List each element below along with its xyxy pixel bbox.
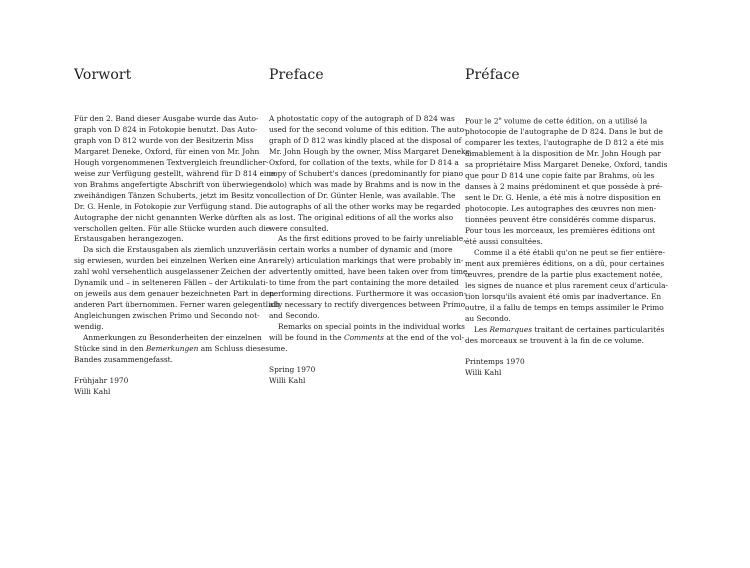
text-line: danses à 2 mains prédominent et que possède à pré- <box>465 182 663 192</box>
column-french <box>465 66 669 379</box>
text-line: Angleichungen zwischen Primo und Secondo not- <box>74 311 260 321</box>
superscript: e <box>498 116 502 122</box>
date-line: Printemps 1970 <box>465 356 525 366</box>
author-line: Willi Kahl <box>269 376 306 386</box>
text-line: Erstausgaben herangezogen. <box>74 234 184 244</box>
text-run: will be found in the <box>269 333 344 343</box>
text-line: copy of Schubert's dances (predominantly for piano <box>269 168 464 178</box>
text-line: anderen Part übernommen. Ferner waren gelegentlich <box>74 300 280 310</box>
text-line: tion lorsqu'ils avaient été omis par inadvertance. En <box>465 291 662 301</box>
text-line: advertently omitted, have been taken over from time <box>269 267 468 277</box>
text-line: performing directions. Furthermore it was occasion- <box>269 289 467 299</box>
text-line: les signes de nuance et plus rarement ceux d'articula- <box>465 280 669 290</box>
text-line: que pour D 814 une copie faite par Brahms, où les <box>465 171 655 181</box>
text-line: von Brahms angefertigte Abschrift von überwiegend <box>74 179 272 189</box>
text-line: A photostatic copy of the autograph of D 824 was <box>269 114 455 123</box>
date-line: Frühjahr 1970 <box>74 376 129 386</box>
text-line: rarely) articulation markings that were probably in- <box>269 256 464 266</box>
text-line: were consulted. <box>269 223 329 233</box>
body-english <box>269 114 473 387</box>
text-line: autographs of all the other works may be regarded <box>269 201 461 211</box>
text-line: graph von D 812 wurde von der Besitzerin Miss <box>74 135 254 145</box>
text-line: verschollen gelten. Für alle Stücke wurden auch die <box>74 223 271 233</box>
text-line: As the first editions proved to be fairly unreliable, <box>278 234 466 244</box>
bemerkungen-reference: Bemerkungen <box>145 344 199 354</box>
text-line: des morceaux se trouvent à la fin de ce volume. <box>465 335 644 345</box>
heading-preface-fr: Préface <box>465 67 520 83</box>
text-run: am Schluss dieses <box>198 344 269 354</box>
text-line: graph of D 812 was kindly placed at the disposal of <box>269 135 462 145</box>
text-line: aimablement à la disposition de Mr. John Hough par <box>465 149 661 159</box>
text-line: zweihändigen Tänzen Schuberts, jetzt im Besitz von <box>74 190 270 200</box>
text-line: solo) which was made by Brahms and is now in the <box>269 179 461 189</box>
text-line <box>465 114 648 127</box>
text-line: Remarks on special points in the individual works <box>278 322 465 332</box>
column-english <box>269 66 473 387</box>
text-line: tionnées peuvent être considérés comme disparus. <box>465 215 656 225</box>
text-line: Da sich die Erstausgaben als ziemlich unzuverläs- <box>83 245 271 255</box>
text-line: Mr. John Hough by the owner, Miss Margaret Deneke, <box>269 146 473 156</box>
text-line: weise zur Verfügung gestellt, während für D 814 eine <box>74 168 276 178</box>
date-line: Spring 1970 <box>269 365 316 375</box>
text-line: Autographe der nicht genannten Werke dürften als <box>74 212 266 222</box>
text-line: Margaret Deneke, Oxford, für einen von Mr. John <box>74 146 260 156</box>
text-line: Oxford, for collation of the texts, while for D 814 a <box>269 157 459 167</box>
text-line: as lost. The original editions of all the works also <box>269 212 454 222</box>
text-line: to time from the part containing the more detailed <box>269 278 459 288</box>
text-line: Bandes zusammengefasst. <box>74 354 173 364</box>
author-line: Willi Kahl <box>465 367 502 377</box>
text-line: sent le Dr. G. Henle, a été mis à notre disposition en <box>465 193 661 203</box>
heading-preface: Preface <box>269 67 324 83</box>
text-line: used for the second volume of this edition. The auto- <box>269 124 467 134</box>
text-line: Dynamik und – in selteneren Fällen – der Artikulati- <box>74 278 268 288</box>
text-line: au Secondo. <box>465 313 511 323</box>
text-line: comparer les textes, l'autographe de D 812 a été mis <box>465 138 664 148</box>
text-line: ment aux premières éditions, on a dû, pour certaines <box>465 258 665 268</box>
body-french <box>465 114 669 379</box>
text-line: collection of Dr. Günter Henle, was available. The <box>269 190 456 200</box>
text-line: outre, il a fallu de temps en temps assimiler le Primo <box>465 302 664 312</box>
text-line: photocopie. Les autographes des œuvres non men- <box>465 204 657 214</box>
text-line: and Secondo. <box>269 311 320 321</box>
text-line: Dr. G. Henle, in Fotokopie zur Verfügung stand. Die <box>74 201 268 211</box>
text-run: at the end of the vol- <box>383 333 465 343</box>
text-line: ume. <box>269 344 288 354</box>
text-line: ally necessary to rectify divergences between Primo <box>269 300 466 310</box>
text-line <box>269 333 465 344</box>
text-line: Hough vorgenommenen Textvergleich freundlicher- <box>74 157 269 167</box>
text-line: Anmerkungen zu Besonderheiten der einzelnen <box>83 333 262 343</box>
text-line: wendig. <box>74 322 104 332</box>
text-line: on jeweils aus dem genauer bezeichneten Part in den <box>74 289 275 299</box>
text-line: été aussi consultées. <box>465 236 543 246</box>
comments-reference: Comments <box>343 333 384 343</box>
text-run: Pour le 2 <box>465 116 499 126</box>
text-line: œuvres, prendre de la partie plus exactement notée, <box>465 269 663 279</box>
text-run: traitant de certaines particularités <box>531 324 665 334</box>
text-line: in certain works a number of dynamic and (more <box>269 245 453 255</box>
text-line: graph von D 824 in Fotokopie benutzt. Das Auto- <box>74 124 258 134</box>
text-line: sa propriétaire Miss Margaret Deneke, Oxford, tandis <box>465 160 668 170</box>
heading-vorwort: Vorwort <box>74 67 132 83</box>
text-line <box>465 324 665 336</box>
text-line: sig erwiesen, wurden bei einzelnen Werken eine An- <box>74 256 271 266</box>
text-run: Stücke sind in den <box>74 344 146 354</box>
text-run: volume de cette édition, on a utilisé la <box>501 116 648 126</box>
author-line: Willi Kahl <box>74 387 111 397</box>
text-line: Comme il a été établi qu'on ne peut se fier entière- <box>474 247 665 257</box>
text-line: zahl wohl versehentlich ausgelassener Zeichen der <box>74 267 266 277</box>
remarques-reference: Remarques <box>489 324 532 334</box>
text-line <box>74 344 269 355</box>
text-line: photocopie de l'autographe de D 824. Dans le but de <box>465 127 663 137</box>
text-line: Pour tous les morceaux, les premières éditions ont <box>465 226 656 235</box>
text-run: Les <box>474 324 490 334</box>
text-line: Für den 2. Band dieser Ausgabe wurde das Auto- <box>74 114 259 123</box>
